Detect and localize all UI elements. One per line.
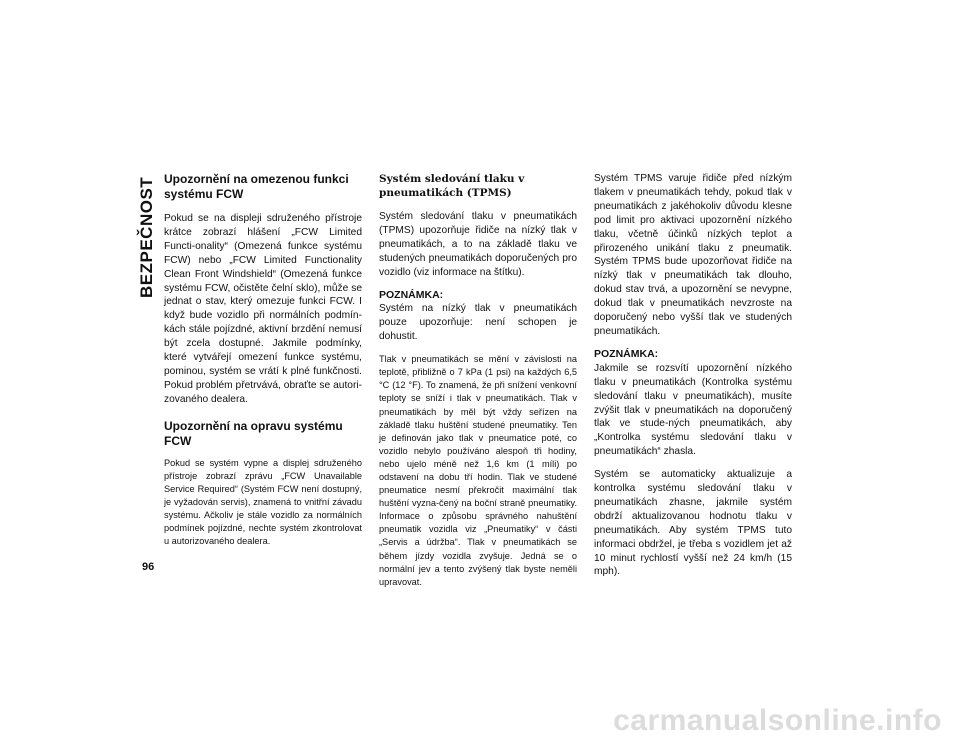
paragraph-tpms-update: Systém se automaticky aktualizuje a kontrolka systému sledování tlaku v pneumatikách zhasne, jakmile systém obdrží aktualizovanou hodnotu tlaku v pneumatikách. Aby systém TPMS tuto informaci obdržel, je třeba s vozidlem jet až 10 minut rychlostí vyšší než 24 km/h (15 mph). bbox=[594, 469, 792, 578]
text-column-3 bbox=[594, 172, 792, 588]
note-text: Jakmile se rozsvítí upozornění nízkého tlaku v pneumatikách (Kontrolka systému sledování tlaku v pneumatikách), musíte zvýšit tlak v pneumatikách na doporučený tlak ve stude-ných pneumatikách, aby „Kontrolka systému sledování tlaku v pneumatikách“ zhasla. bbox=[594, 362, 792, 458]
heading-tpms: Systém sledování tlaku v pneumatikách (TPMS) bbox=[379, 173, 525, 199]
note-label: POZNÁMKA: bbox=[594, 347, 659, 360]
note-label: POZNÁMKA: bbox=[379, 288, 444, 301]
paragraph-fcw-service: Pokud se systém vypne a displej sdruženého přístroje zobrazí zprávu „FCW Unavailable Service Required“ (Systém FCW není dostupný, je vyžadován servis), znamená to vnitřní závadu systému. Ačkoliv je stále vozidlo za normálních podmínek pojízdné, nechte systém zkontrolovat u autorizovaného dealera. bbox=[164, 457, 362, 547]
paragraph-tpms-warning: Systém TPMS varuje řidiče před nízkým tlakem v pneumatikách tehdy, pokud tlak v pneumatikách z jakéhokoliv důvodu klesne pod limit pro aktivaci upozornění nízkého tlaku, včetně účinků nízkých teplot a přirozeného unikání tlaku z pneumatik. Systém TPMS bude upozorňovat řidiče na nízký tlak v pneumatikách tak dlouho, dokud stav trvá, a upozornění se nevypne, dokud tlak v pneumatikách nevzroste na doporučený nebo vyšší tlak ve studených pneumatikách. bbox=[594, 173, 792, 337]
heading-fcw-limited: Upozornění na omezenou funkci systému FCW bbox=[164, 172, 349, 201]
text-column-1 bbox=[164, 172, 362, 557]
heading-fcw-service: Upozornění na opravu systému FCW bbox=[164, 418, 343, 448]
paragraph-tpms-intro: Systém sledování tlaku v pneumatikách (TPMS) upozorňuje řidiče na nízký tlak v pneumatikách, a to na základě tlaku ve studených pneumatikách doporučených pro vozidlo (viz informace na štítku). bbox=[379, 211, 577, 278]
paragraph-fcw-limited: Pokud se na displeji sdruženého přístroje krátce zobrazí hlášení „FCW Limited Functi-onality“ (Omezená funkce systému FCW) nebo „FCW Limited Functionality Clean Front Windshield“ (Omezená funkce systému FCW, očistěte čelní sklo), může se jednat o stav, který omezuje funkci FCW. I když bude vozidlo při normálních podmín-kách stále pojízdné, aktivní brzdění nemusí být zcela dostupné. Jakmile podmínky, které vytvářejí omezení funkce systému, pominou, systém se vrátí k plné funkčnosti. Pokud problém přetrvává, obraťte se autori-zovaného dealera. bbox=[164, 213, 362, 405]
text-column-2 bbox=[379, 172, 577, 598]
watermark-logo: carmanualsonline.info bbox=[613, 704, 942, 737]
section-title-text: BEZPEČNOST bbox=[137, 176, 156, 298]
paragraph-tpms-pressure: Tlak v pneumatikách se mění v závislosti na teplotě, přibližně o 7 kPa (1 psi) na každých 6,5 °C (12 °F). To znamená, že při snížení venkovní teploty se sníží i tlak v pneumatikách. Tlak v pneumatikách by měl být vždy seřízen na základě tlaku huštění studené pneumatiky. Ten je definován jako tlak v pneumatice poté, co vozidlo nebylo používáno alespoň tři hodiny, nebo ujelo méně než 1,6 km (1 míli) po odstavení na dobu tří hodin. Tlak ve studené pneumatice nesmí překročit maximální tlak huštění vyzna-čený na boční straně pneumatiky. Informace o způsobu správného nahuštění pneumatik vozidla viz „Pneumatiky“ v části „Servis a údržba“. Tlak v pneumatikách se během jízdy vozidla zvyšuje. Jedná se o normální jev a tento zvýšený tlak byste neměli upravovat. bbox=[379, 354, 577, 587]
note-text: Systém na nízký tlak v pneumatikách pouze upozorňuje: není schopen je dohustit. bbox=[379, 303, 577, 343]
page-number: 96 bbox=[142, 561, 155, 573]
section-side-title bbox=[137, 148, 159, 298]
